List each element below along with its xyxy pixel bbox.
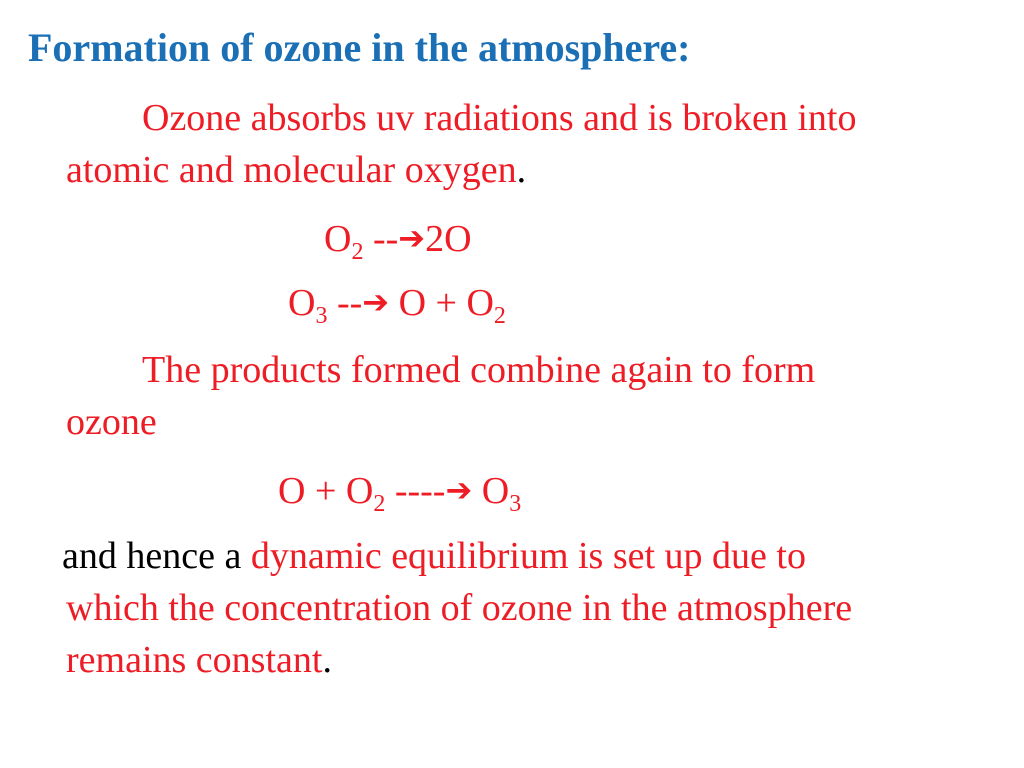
equation-o2-dissociation — [324, 214, 472, 263]
paragraph-line: ozone — [66, 401, 157, 443]
lead-text: and hence a — [62, 535, 251, 577]
period: . — [322, 639, 332, 681]
paragraph-dynamic-equilibrium — [62, 530, 1024, 686]
subscript: 2 — [351, 239, 364, 265]
subscript: 3 — [509, 491, 522, 517]
subscript: 2 — [373, 491, 386, 517]
right-arrow-icon: ➔ — [362, 283, 390, 321]
paragraph-text: atomic and molecular oxygen — [66, 149, 517, 191]
right-arrow-icon: ➔ — [398, 219, 426, 257]
product: O + O — [398, 282, 494, 324]
product: 2O — [425, 218, 472, 260]
paragraph-text: remains constant — [66, 639, 323, 681]
paragraph-line: The products formed combine again to form — [142, 349, 816, 391]
equation-o3-dissociation — [288, 278, 506, 327]
slide-title: Formation of ozone in the atmosphere: — [28, 25, 691, 70]
paragraph-line: which the concentration of ozone in the atmosphere — [66, 587, 853, 629]
right-arrow-icon: ➔ — [445, 471, 473, 509]
reactant: O + O — [278, 470, 374, 512]
reactant: O — [288, 282, 316, 324]
paragraph-line — [66, 144, 1016, 196]
paragraph-line — [66, 634, 1024, 686]
period: . — [516, 149, 527, 191]
reactant: O — [324, 218, 352, 260]
product: O — [481, 470, 510, 512]
paragraph-products-combine — [66, 344, 1016, 448]
subscript: 2 — [493, 303, 506, 329]
paragraph-ozone-absorbs — [66, 92, 1016, 196]
highlight-text: dynamic equilibrium is set up due to — [250, 535, 806, 577]
paragraph-line: Ozone absorbs uv radiations and is broken into — [142, 97, 857, 139]
dash: -- — [336, 282, 363, 324]
equation-ozone-formation — [278, 466, 521, 515]
dash: -- — [372, 218, 399, 260]
subscript: 3 — [315, 303, 328, 329]
paragraph-line — [62, 530, 1024, 582]
dash: ---- — [394, 470, 446, 512]
